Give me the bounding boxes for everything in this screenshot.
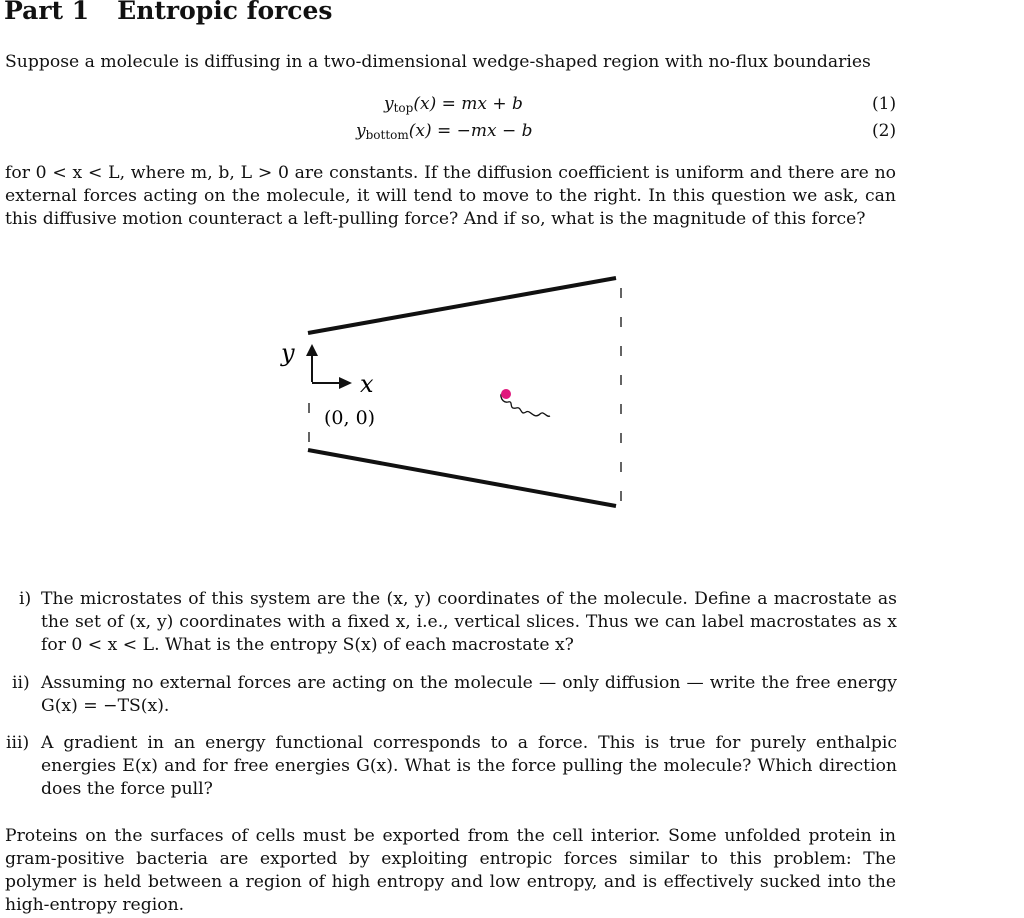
question-ii [12, 672, 897, 718]
equation-2-number: (2) [872, 121, 897, 141]
section-heading [4, 0, 333, 25]
question-i-text: The microstates of this system are the (x, y) coordinates of the molecule. Define a macrostate as the set of (x, y) coordinates with a fixed x, i.e., vertical slices. Thus we can label macrostates as x for 0 < x < L. What is the entropy S(x) of each macrostate x? [41, 589, 897, 655]
equation-1-number: (1) [872, 94, 897, 114]
bottom-boundary-line [308, 450, 616, 506]
equation-1 [384, 94, 523, 115]
equation-1-sub: top [393, 101, 414, 115]
question-iii [6, 732, 897, 801]
equation-2-sub: bottom [365, 128, 409, 142]
question-ii-text: Assuming no external forces are acting on the molecule — only diffusion — write the free energy G(x) = −TS(x). [41, 673, 897, 716]
question-iii-label: iii) [6, 733, 30, 753]
equation-2 [356, 121, 533, 142]
closing-paragraph: Proteins on the surfaces of cells must be exported from the cell interior. Some unfolded protein in gram-positive bacteria are exported by exploiting entropic forces similar to this problem: The polymer is held between a region of high entropy and low entropy, and is effectively sucked into the high-entropy region. [5, 826, 896, 915]
x-axis-label: x [360, 370, 374, 398]
y-axis-label: y [281, 339, 295, 367]
part-title: Entropic forces [117, 0, 333, 25]
setup-paragraph: for 0 < x < L, where m, b, L > 0 are constants. If the diffusion coefficient is uniform and there are no external forces acting on the molecule, it will tend to move to the right. In this question we ask, can this diffusive motion counteract a left-pulling force? And if so, what is the magnitude of this force? [5, 163, 896, 229]
question-iii-text: A gradient in an energy functional corresponds to a force. This is true for purely enthalpic energies E(x) and for free energies G(x). What is the force pulling the molecule? Which direction does the force pull? [41, 733, 897, 799]
origin-label: (0, 0) [324, 407, 376, 429]
question-ii-label: ii) [12, 673, 30, 693]
molecule-dot [501, 389, 511, 399]
y-axis-arrowhead [306, 344, 318, 356]
equation-1-rhs: (x) = mx + b [413, 94, 523, 114]
equation-2-rhs: (x) = −mx − b [408, 121, 533, 141]
question-i-label: i) [19, 589, 32, 609]
wedge-figure [250, 260, 650, 520]
equation-2-var: y [356, 121, 366, 141]
part-number: Part 1 [4, 0, 90, 25]
equation-1-var: y [384, 94, 394, 114]
intro-paragraph: Suppose a molecule is diffusing in a two-dimensional wedge-shaped region with no-flux boundaries [5, 52, 871, 72]
x-axis-arrowhead [339, 377, 352, 389]
top-boundary-line [308, 278, 616, 333]
question-i [19, 588, 897, 657]
